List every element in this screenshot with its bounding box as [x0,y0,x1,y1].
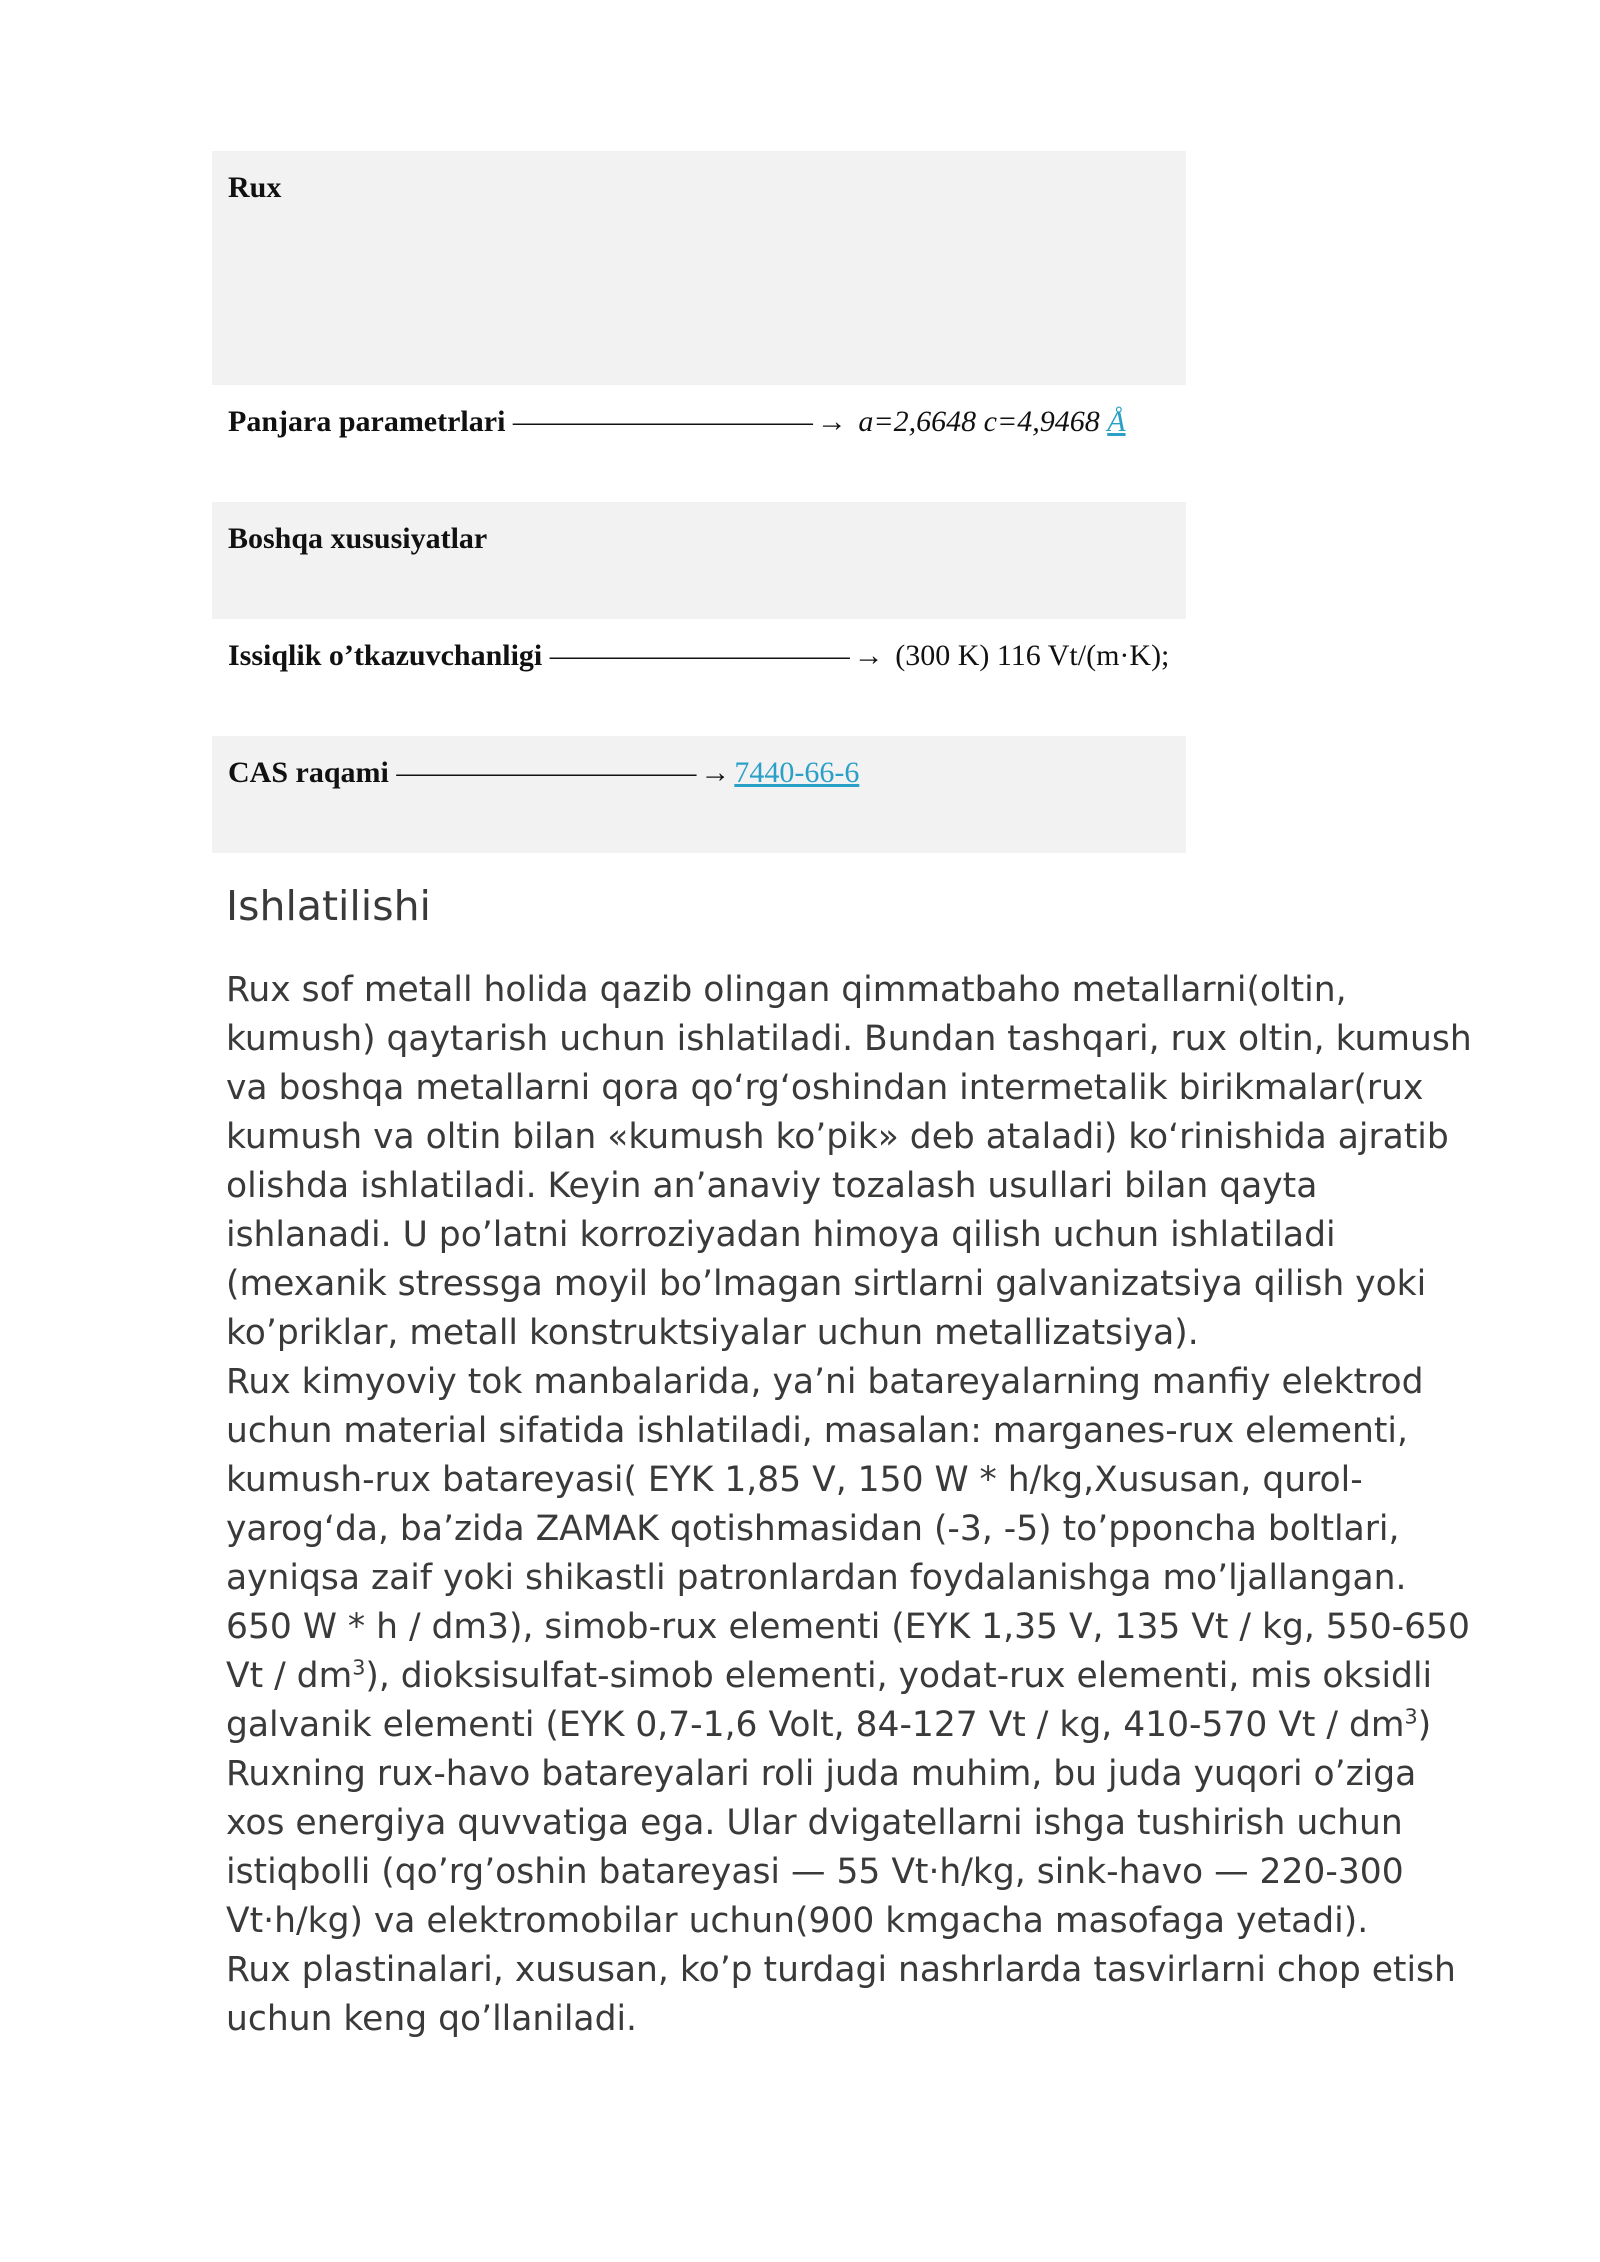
superscript: 3 [1404,1704,1418,1729]
paragraph-4: Rux plastinalari, xususan, ko’p turdagi nashrlarda tasvirlarni chop etish uchun keng qo’llaniladi. [226,1950,1456,2039]
infobox-row-cas [212,736,1186,853]
infobox-row-lattice [212,385,1186,502]
angstrom-unit-link[interactable]: Å [1107,405,1126,438]
paragraph-2-text-b: ), dioksisulfat-simob elementi, yodat-rux elementi, mis oksidli galvanik elementi (EYK 0,7-1,6 Volt, 84-127 Vt / kg, 410-570 Vt / dm [226,1656,1433,1745]
lattice-connector: —————————— [512,405,813,438]
element-infobox [212,151,1186,853]
lattice-label: Panjara parametrlari [228,405,506,438]
cas-number-link[interactable]: 7440-66-6 [734,756,860,789]
infobox-title-row [212,151,1186,268]
arrow-icon: → [700,756,731,789]
arrow-icon: → [816,405,847,438]
infobox-row-thermal-conductivity [212,619,1186,736]
infobox-row-other-properties [212,502,1186,619]
other-properties-heading: Boshqa xususiyatlar [228,522,488,555]
paragraph-2 [226,1358,1476,1750]
superscript: 3 [352,1655,366,1680]
paragraph-3: Ruxning rux-havo batareyalari roli juda muhim, bu juda yuqori o’ziga xos energiya quvvatiga ega. Ular dvigatellarni ishga tushirish uchun istiqbolli (qo’rg’oshin batareyasi — 55 Vt·h/kg, sink-havo — 220-300 Vt·h/kg) va elektromobilar uchun(900 kmgacha masofaga yetadi). [226,1754,1417,1941]
thermal-connector: —————————— [549,639,850,672]
cas-label: CAS raqami [228,756,389,789]
section-heading: Ishlatilishi [226,882,431,930]
cas-connector: —————————— [396,756,697,789]
paragraph-2-text-a: Rux kimyoviy tok manbalarida, ya’ni batareyalarning manfiy elektrod uchun material sifatida ishlatiladi, masalan: marganes-rux elementi, kumush-rux batareyasi( EYK 1,85 V, 150 W * h/kg,Xususan, qurol-yarog‘da, ba’zida ZAMAK qotishmasidan (-3, -5) to’pponcha boltlari, ayniqsa zaif yoki shikastli patronlardan foydalanishga mo’ljallangan. 650 W * h / dm3), simob-rux elementi (EYK 1,35 V, 135 Vt / kg, 550-650 Vt / dm [226,1362,1470,1696]
paragraph-2-text-c: ) [1417,1705,1432,1745]
infobox-title: Rux [228,171,282,204]
infobox-empty-row [212,268,1186,385]
thermal-conductivity-label: Issiqlik o’tkazuvchanligi [228,639,543,672]
arrow-icon: → [853,639,884,672]
paragraph-1: Rux sof metall holida qazib olingan qimmatbaho metallarni(oltin, kumush) qaytarish uchun ishlatiladi. Bundan tashqari, rux oltin, kumush va boshqa metallarni qora qo‘rg‘oshindan intermetalik birikmalar(rux kumush va oltin bilan «kumush ko’pik» deb ataladi) ko‘rinishida ajratib olishda ishlatiladi. Keyin an’anaviy tozalash usullari bilan qayta ishlanadi. U po’latni korroziyadan himoya qilish uchun ishlatiladi (mexanik stressga moyil bo’lmagan sirtlarni galvanizatsiya qilish yoki ko’priklar, metall konstruktsiyalar uchun metallizatsiya). [226,970,1472,1353]
thermal-conductivity-value: (300 K) 116 Vt/(m·K); [895,639,1170,672]
section-body [226,966,1476,2044]
lattice-value: a=2,6648 c=4,9468 [858,405,1100,438]
